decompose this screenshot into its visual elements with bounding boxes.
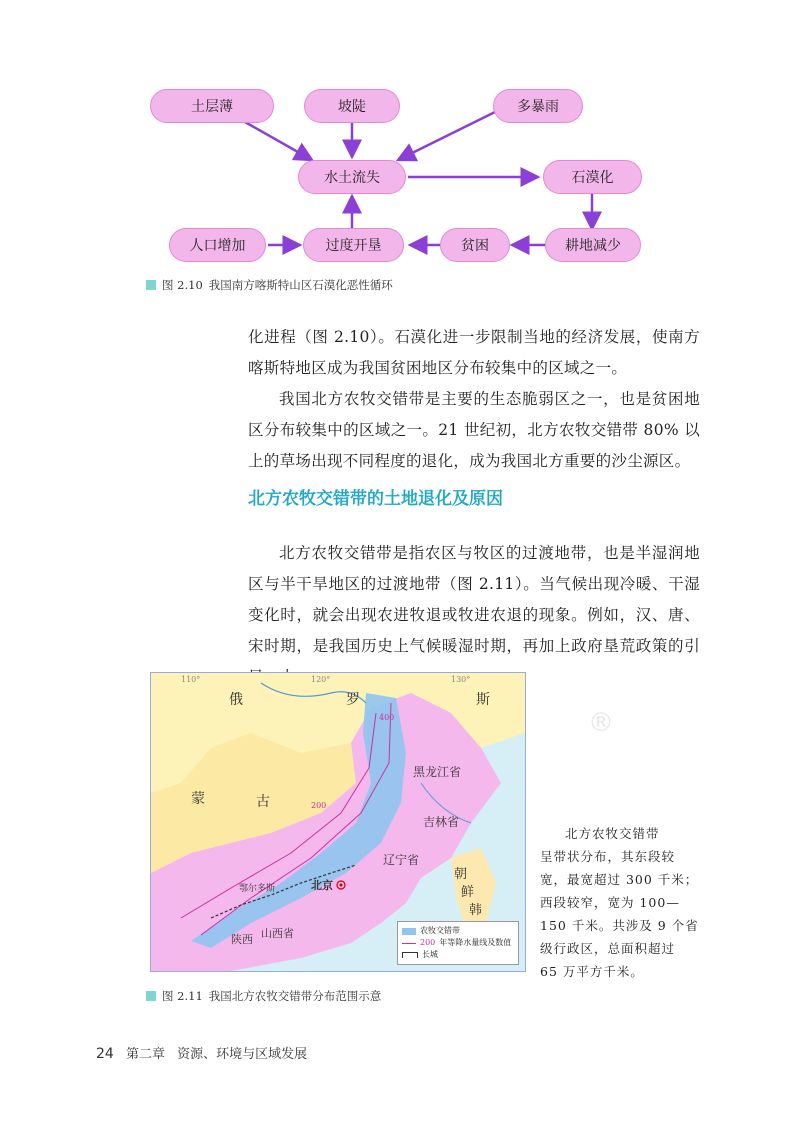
map-label-ordos: 鄂尔多斯 [239,884,276,894]
map-label-liaoning: 辽宁省 [383,853,420,867]
side-note-line: 宽，最宽超过 300 千米； [540,872,699,887]
caption-number: 图 2.11 [162,989,203,1003]
arrow-rain-erosion [398,112,495,160]
node-farmland: 耕地减少 [545,228,641,262]
paragraph-3: 北方农牧交错带是指农区与牧区的过渡地带，也是半湿润地区与半干旱地区的过渡地带（图 2.11）。当气候出现冷暖、干湿变化时，就会出现农进牧退或牧进农退的现象。例如，汉、唐、宋时期，是我国历史上气候暖湿时期，再加上政府垦荒政策的引 [248,544,700,655]
node-rain: 多暴雨 [493,89,583,123]
node-population: 人口增加 [169,228,266,262]
map-label-shaanxi: 陕西 [231,933,253,946]
legend-swatch-belt [402,928,416,935]
map-label-beijing: 北京 [311,879,333,892]
body-text-middle [248,538,700,693]
page-number: 24 [96,1046,114,1062]
figure-caption-2-10 [146,277,393,293]
map-label-heilongjiang: 黑龙江省 [413,765,462,779]
caption-marker-icon [146,991,156,1001]
legend-item-belt: 农牧交错带 [402,925,514,937]
side-note-line: 呈带状分布，其东段较 [540,849,676,864]
map-label-korea-2: 鲜 [461,885,475,900]
chapter-title: 资源、环境与区域发展 [177,1047,308,1062]
map-figure [150,672,526,972]
node-erosion: 水土流失 [298,160,406,194]
side-note-line: 北方农牧交错带 [565,826,660,841]
map-label-iso200: 200 [311,801,327,810]
caption-marker-icon [146,280,156,290]
side-note [540,822,712,983]
page-footer [96,1043,307,1062]
map-label-jilin: 吉林省 [423,815,460,829]
caption-text: 我国南方喀斯特山区石漠化恶性循环 [208,278,393,292]
paragraph-1: 化进程（图 2.10）。石漠化进一步限制当地的经济发展，使南方喀斯特地区成为我国贫困地区分布较集中的区域之一。 [248,328,700,377]
arrow-soil-erosion [245,122,312,160]
legend-item-wall: 长城 [402,949,514,961]
node-rocky: 石漠化 [543,160,642,194]
map-label-skorea-1: 韩 [469,903,483,918]
side-note-line: 65 万平方千米。 [540,964,644,979]
legend-swatch-isoline [402,943,416,944]
map-label-lon-120: 120° [311,675,331,684]
node-soil: 土层薄 [150,89,274,123]
node-overclear: 过度开垦 [303,228,404,262]
watermark: ® [588,708,614,738]
caption-text: 我国北方农牧交错带分布范围示意 [208,989,382,1003]
map-label-lon-130: 130° [451,675,471,684]
node-slope: 坡陡 [304,89,400,123]
map-label-iso400: 400 [379,713,395,722]
map-label-mongolia-1: 蒙 [191,791,205,807]
legend-item-isoline: 200 年等降水量线及数值 [402,937,514,949]
map-label-shanxi: 山西省 [261,927,294,940]
map-label-korea-1: 朝 [454,867,468,882]
side-note-line: 150 千米。共涉及 9 个省 [540,918,699,933]
body-text-top [248,322,700,477]
map-label-lon-110: 110° [181,675,201,684]
map-label-mongolia-2: 古 [256,794,270,810]
legend-swatch-wall [402,952,418,958]
paragraph-2: 我国北方农牧交错带是主要的生态脆弱区之一，也是贫困地区分布较集中的区域之一。21 世纪初，北方农牧交错带 80% 以上的草场出现不同程度的退化，成为我国北方重要的沙尘源区。 [248,390,700,470]
section-heading: 北方农牧交错带的土地退化及原因 [248,489,503,509]
chapter-label: 第二章 [125,1047,165,1062]
side-note-line: 级行政区，总面积超过 [540,941,676,956]
caption-number: 图 2.10 [162,278,203,292]
map-label-russia-1: 俄 [229,692,243,708]
map-label-russia-2: 罗 [346,692,360,708]
map-label-russia-3: 斯 [476,692,490,708]
map-legend [397,921,519,965]
node-poverty: 贫困 [440,228,510,262]
side-note-line: 西段较窄，宽为 100— [540,895,680,910]
figure-caption-2-11 [146,988,381,1004]
